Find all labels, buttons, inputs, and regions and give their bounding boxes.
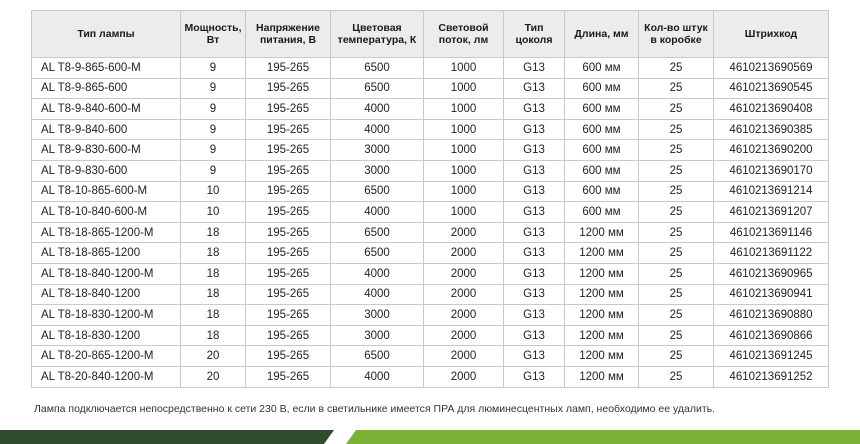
table-cell: 20: [181, 346, 246, 367]
table-cell: 25: [639, 181, 714, 202]
lamp-spec-table: [31, 10, 829, 388]
table-cell: 1200 мм: [565, 305, 639, 326]
table-cell: 195-265: [246, 119, 331, 140]
table-row: [32, 325, 829, 346]
table-cell: 6500: [331, 222, 424, 243]
lamp-type-cell: AL T8-18-830-1200: [32, 325, 181, 346]
table-cell: G13: [504, 202, 565, 223]
table-cell: 4610213690965: [714, 263, 829, 284]
lamp-type-cell: AL T8-18-865-1200-M: [32, 222, 181, 243]
lamp-type-cell: AL T8-10-865-600-M: [32, 181, 181, 202]
table-cell: 4610213690941: [714, 284, 829, 305]
table-cell: 600 мм: [565, 58, 639, 79]
table-row: [32, 58, 829, 79]
table-cell: G13: [504, 119, 565, 140]
table-cell: 2000: [424, 366, 504, 387]
table-cell: 3000: [331, 305, 424, 326]
table-row: [32, 202, 829, 223]
table-cell: 195-265: [246, 263, 331, 284]
lamp-type-cell: AL T8-18-840-1200-M: [32, 263, 181, 284]
table-cell: 1200 мм: [565, 263, 639, 284]
table-cell: 25: [639, 58, 714, 79]
lamp-type-cell: AL T8-9-865-600: [32, 78, 181, 99]
table-cell: G13: [504, 346, 565, 367]
table-cell: 25: [639, 222, 714, 243]
table-cell: 25: [639, 140, 714, 161]
table-cell: 600 мм: [565, 202, 639, 223]
table-cell: 195-265: [246, 325, 331, 346]
table-row: [32, 284, 829, 305]
table-cell: 1200 мм: [565, 346, 639, 367]
table-cell: 600 мм: [565, 140, 639, 161]
table-row: [32, 99, 829, 120]
table-cell: 25: [639, 243, 714, 264]
table-header: [32, 11, 829, 58]
table-row: [32, 222, 829, 243]
lamp-type-cell: AL T8-20-840-1200-M: [32, 366, 181, 387]
table-cell: 9: [181, 99, 246, 120]
table-cell: 9: [181, 140, 246, 161]
table-cell: 195-265: [246, 78, 331, 99]
table-cell: 195-265: [246, 58, 331, 79]
table-cell: 1000: [424, 119, 504, 140]
table-cell: 2000: [424, 263, 504, 284]
table-cell: 195-265: [246, 366, 331, 387]
lamp-type-cell: AL T8-9-840-600: [32, 119, 181, 140]
footer-stripe-dark: [0, 430, 334, 444]
table-cell: 195-265: [246, 202, 331, 223]
table-cell: 4610213690170: [714, 160, 829, 181]
table-cell: 18: [181, 263, 246, 284]
table-cell: G13: [504, 181, 565, 202]
table-cell: G13: [504, 325, 565, 346]
header-row: [32, 11, 829, 58]
table-cell: 4610213691146: [714, 222, 829, 243]
table-row: [32, 160, 829, 181]
table-cell: G13: [504, 222, 565, 243]
table-cell: 10: [181, 181, 246, 202]
table-cell: 6500: [331, 243, 424, 264]
table-cell: 4000: [331, 119, 424, 140]
table-cell: G13: [504, 263, 565, 284]
table-cell: 25: [639, 160, 714, 181]
table-cell: 25: [639, 325, 714, 346]
table-cell: 2000: [424, 243, 504, 264]
table-cell: G13: [504, 305, 565, 326]
table-cell: 9: [181, 160, 246, 181]
table-cell: 4610213690880: [714, 305, 829, 326]
table-row: [32, 140, 829, 161]
table-row: [32, 78, 829, 99]
table-cell: 4610213691245: [714, 346, 829, 367]
lamp-type-cell: AL T8-9-830-600-M: [32, 140, 181, 161]
lamp-type-cell: AL T8-9-830-600: [32, 160, 181, 181]
table-cell: 2000: [424, 325, 504, 346]
table-cell: 1200 мм: [565, 325, 639, 346]
column-header: Цветовая температура, К: [331, 11, 424, 58]
table-cell: G13: [504, 99, 565, 120]
table-cell: 9: [181, 58, 246, 79]
footnote: Лампа подключается непосредственно к сети 230 В, если в светильнике имеется ПРА для люминесцентных ламп, необходимо ее удалить.: [34, 403, 716, 415]
table-row: [32, 263, 829, 284]
table-cell: 1200 мм: [565, 284, 639, 305]
table-cell: 1000: [424, 78, 504, 99]
table-cell: G13: [504, 140, 565, 161]
lamp-type-cell: AL T8-20-865-1200-M: [32, 346, 181, 367]
table-cell: 3000: [331, 140, 424, 161]
table-cell: 4610213690408: [714, 99, 829, 120]
table-cell: 600 мм: [565, 160, 639, 181]
table-body: [32, 58, 829, 388]
lamp-type-cell: AL T8-10-840-600-M: [32, 202, 181, 223]
table-cell: 2000: [424, 346, 504, 367]
table-cell: 195-265: [246, 140, 331, 161]
table-cell: 600 мм: [565, 78, 639, 99]
table-cell: 18: [181, 243, 246, 264]
table-cell: 18: [181, 284, 246, 305]
table-cell: 1000: [424, 140, 504, 161]
table-cell: 4000: [331, 366, 424, 387]
table-cell: 195-265: [246, 284, 331, 305]
table-cell: 18: [181, 305, 246, 326]
table-cell: 4610213691122: [714, 243, 829, 264]
table-cell: G13: [504, 78, 565, 99]
table-cell: 18: [181, 222, 246, 243]
table-cell: 2000: [424, 284, 504, 305]
table-cell: 2000: [424, 222, 504, 243]
table-cell: 1200 мм: [565, 243, 639, 264]
table-cell: 25: [639, 78, 714, 99]
table-cell: 4000: [331, 202, 424, 223]
table-cell: 4610213690569: [714, 58, 829, 79]
table-cell: 1000: [424, 181, 504, 202]
table-cell: 4610213690200: [714, 140, 829, 161]
lamp-type-cell: AL T8-18-865-1200: [32, 243, 181, 264]
table-row: [32, 243, 829, 264]
column-header: Кол-во штук в коробке: [639, 11, 714, 58]
table-row: [32, 119, 829, 140]
table-cell: 4000: [331, 284, 424, 305]
table-cell: G13: [504, 284, 565, 305]
table-cell: 195-265: [246, 243, 331, 264]
table-cell: 4610213690385: [714, 119, 829, 140]
table-cell: 600 мм: [565, 99, 639, 120]
table-cell: 4000: [331, 263, 424, 284]
table-cell: 2000: [424, 305, 504, 326]
table-row: [32, 305, 829, 326]
table-cell: 4000: [331, 99, 424, 120]
table-row: [32, 181, 829, 202]
table-cell: 4610213690866: [714, 325, 829, 346]
table-cell: 195-265: [246, 181, 331, 202]
table-row: [32, 346, 829, 367]
table-cell: 4610213690545: [714, 78, 829, 99]
table-cell: 20: [181, 366, 246, 387]
column-header: Длина, мм: [565, 11, 639, 58]
column-header: Тип цоколя: [504, 11, 565, 58]
table-cell: G13: [504, 58, 565, 79]
lamp-type-cell: AL T8-18-840-1200: [32, 284, 181, 305]
table-cell: 1200 мм: [565, 366, 639, 387]
table-cell: 3000: [331, 325, 424, 346]
table-cell: 9: [181, 119, 246, 140]
table-cell: 25: [639, 366, 714, 387]
table-cell: 195-265: [246, 160, 331, 181]
table-cell: 25: [639, 305, 714, 326]
table-cell: 25: [639, 346, 714, 367]
table-cell: 195-265: [246, 346, 331, 367]
table-cell: 1200 мм: [565, 222, 639, 243]
table-cell: 1000: [424, 99, 504, 120]
column-header: Световой поток, лм: [424, 11, 504, 58]
table-cell: 1000: [424, 202, 504, 223]
table-cell: 195-265: [246, 222, 331, 243]
column-header: Напряжение питания, В: [246, 11, 331, 58]
table-cell: 4610213691252: [714, 366, 829, 387]
column-header: Тип лампы: [32, 11, 181, 58]
lamp-type-cell: AL T8-9-865-600-M: [32, 58, 181, 79]
lamp-type-cell: AL T8-9-840-600-M: [32, 99, 181, 120]
table-cell: 25: [639, 119, 714, 140]
table-cell: 18: [181, 325, 246, 346]
table-cell: 195-265: [246, 99, 331, 120]
table-row: [32, 366, 829, 387]
column-header: Штрихкод: [714, 11, 829, 58]
table-cell: G13: [504, 366, 565, 387]
table-cell: 25: [639, 284, 714, 305]
table-cell: 4610213691207: [714, 202, 829, 223]
table-cell: 6500: [331, 346, 424, 367]
table-cell: 25: [639, 99, 714, 120]
table-cell: 9: [181, 78, 246, 99]
table-cell: 25: [639, 263, 714, 284]
table-cell: 6500: [331, 58, 424, 79]
table-cell: 600 мм: [565, 181, 639, 202]
table-cell: 1000: [424, 58, 504, 79]
table-cell: 600 мм: [565, 119, 639, 140]
table-cell: 3000: [331, 160, 424, 181]
footer-stripe-green: [346, 430, 860, 444]
table-cell: 10: [181, 202, 246, 223]
table-cell: 6500: [331, 78, 424, 99]
table-cell: G13: [504, 160, 565, 181]
table-cell: G13: [504, 243, 565, 264]
table-cell: 195-265: [246, 305, 331, 326]
table-cell: 6500: [331, 181, 424, 202]
lamp-type-cell: AL T8-18-830-1200-M: [32, 305, 181, 326]
column-header: Мощность, Вт: [181, 11, 246, 58]
table-cell: 25: [639, 202, 714, 223]
table-cell: 4610213691214: [714, 181, 829, 202]
table-cell: 1000: [424, 160, 504, 181]
